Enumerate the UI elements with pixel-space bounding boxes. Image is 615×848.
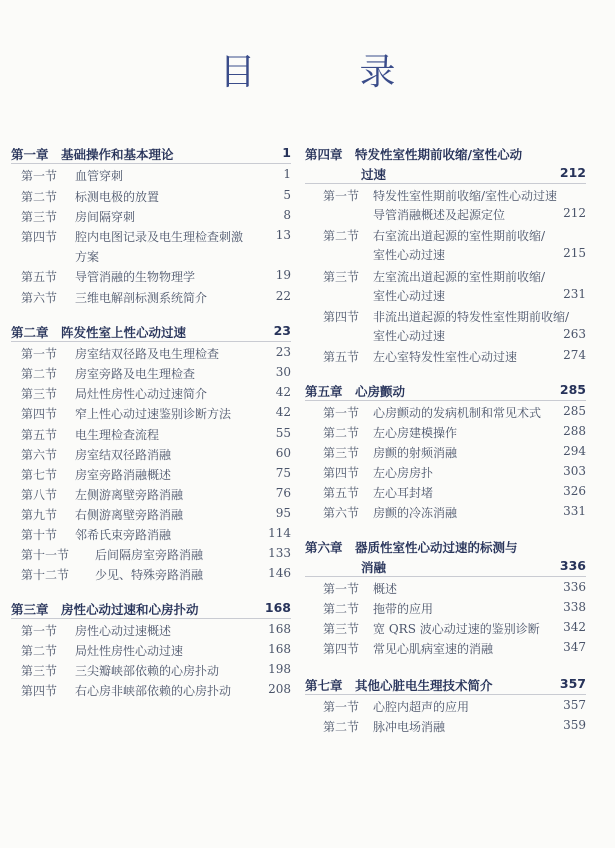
- section-number: 第四节: [323, 642, 360, 656]
- section-number: 第二节: [21, 644, 58, 658]
- section-page: 30: [275, 365, 291, 379]
- section-number: 第三节: [323, 622, 360, 636]
- section-number: 第五节: [21, 270, 58, 284]
- section-number: 第二节: [323, 602, 360, 616]
- section-page: 212: [563, 206, 586, 220]
- section-title: 局灶性房性心动过速简介: [75, 387, 208, 401]
- chapter-page: 23: [273, 323, 291, 338]
- section-page: 331: [563, 504, 586, 518]
- section-title: 邻希氏束旁路消融: [75, 528, 172, 542]
- section-number: 第一节: [21, 347, 58, 361]
- section-number: 第十二节: [21, 568, 70, 582]
- section-title-continued: 方案: [75, 250, 100, 264]
- section-number: 第一节: [21, 169, 58, 183]
- section-title: 窄上性心动过速鉴别诊断方法: [75, 407, 232, 421]
- section-page: 347: [563, 640, 586, 654]
- section-title: 左侧游离壁旁路消融: [75, 488, 184, 502]
- section-number: 第一节: [21, 624, 58, 638]
- chapter-title: 第二章 阵发性室上性心动过速: [11, 325, 187, 340]
- section-page: 285: [563, 404, 586, 418]
- section-page: 19: [275, 268, 291, 282]
- chapter-page: 1: [282, 145, 291, 160]
- section-title: 房室旁路及电生理检查: [75, 367, 196, 381]
- section-title: 房颤的射频消融: [373, 446, 458, 460]
- section-number: 第四节: [21, 230, 58, 244]
- section-title: 标测电极的放置: [75, 190, 160, 204]
- section-title: 非流出道起源的特发性室性期前收缩/: [373, 310, 570, 324]
- section-page: 42: [275, 385, 291, 399]
- section-title-continued: 室性心动过速: [373, 329, 446, 343]
- section-number: 第一节: [323, 189, 360, 203]
- section-page: 294: [563, 444, 586, 458]
- section-number: 第二节: [21, 367, 58, 381]
- section-page: 22: [275, 289, 291, 303]
- section-number: 第二节: [323, 229, 360, 243]
- section-title: 血管穿刺: [75, 169, 124, 183]
- section-page: 357: [563, 698, 586, 712]
- section-number: 第三节: [21, 210, 58, 224]
- section-title: 右心房非峡部依赖的心房扑动: [75, 684, 232, 698]
- chapter-page: 212: [559, 165, 586, 180]
- chapter-page: 357: [559, 676, 586, 691]
- divider: [305, 400, 586, 401]
- section-number: 第四节: [21, 407, 58, 421]
- section-page: 8: [283, 208, 291, 222]
- section-title: 导管消融的生物物理学: [75, 270, 196, 284]
- section-number: 第二节: [323, 426, 360, 440]
- section-page: 198: [268, 662, 291, 676]
- chapter-title: 第三章 房性心动过速和心房扑动: [11, 602, 199, 617]
- section-title: 宽 QRS 波心动过速的鉴别诊断: [373, 622, 540, 636]
- section-page: 326: [563, 484, 586, 498]
- divider: [305, 694, 586, 695]
- divider: [305, 183, 586, 184]
- chapter-title: 第六章 器质性室性心动过速的标测与: [305, 540, 518, 555]
- section-number: 第五节: [323, 350, 360, 364]
- section-page: 342: [563, 620, 586, 634]
- section-page: 1: [283, 167, 291, 181]
- chapter-title-continued: 过速: [361, 167, 387, 182]
- section-title: 房室结双径路及电生理检查: [75, 347, 220, 361]
- section-page: 231: [563, 287, 586, 301]
- section-page: 133: [268, 546, 291, 560]
- section-title: 左心房建模操作: [373, 426, 458, 440]
- section-title-continued: 室性心动过速: [373, 248, 446, 262]
- divider: [305, 576, 586, 577]
- section-title: 概述: [373, 582, 398, 596]
- section-title: 右侧游离壁旁路消融: [75, 508, 184, 522]
- section-title: 拖带的应用: [373, 602, 434, 616]
- section-number: 第一节: [323, 406, 360, 420]
- chapter-page: 168: [264, 600, 291, 615]
- chapter-title: 第七章 其他心脏电生理技术简介: [305, 678, 493, 693]
- section-number: 第八节: [21, 488, 58, 502]
- section-number: 第三节: [323, 446, 360, 460]
- section-number: 第五节: [21, 428, 58, 442]
- section-title: 腔内电图记录及电生理检查刺激: [75, 230, 244, 244]
- section-page: 168: [268, 622, 291, 636]
- section-number: 第十节: [21, 528, 58, 542]
- section-number: 第二节: [21, 190, 58, 204]
- section-title: 房室旁路消融概述: [75, 468, 172, 482]
- section-title: 局灶性房性心动过速: [75, 644, 184, 658]
- chapter-page: 336: [559, 558, 586, 573]
- section-title: 三维电解剖标测系统简介: [75, 291, 208, 305]
- section-title: 左心耳封堵: [373, 486, 434, 500]
- chapter-title: 第四章 特发性室性期前收缩/室性心动: [305, 147, 523, 162]
- section-title: 左心室特发性室性心动过速: [373, 350, 518, 364]
- section-number: 第九节: [21, 508, 58, 522]
- section-page: 55: [275, 426, 291, 440]
- section-page: 263: [563, 327, 586, 341]
- section-page: 336: [563, 580, 586, 594]
- section-title: 后间隔房室旁路消融: [95, 548, 204, 562]
- section-title: 房间隔穿刺: [75, 210, 136, 224]
- section-number: 第七节: [21, 468, 58, 482]
- section-number: 第三节: [21, 664, 58, 678]
- section-title: 特发性室性期前收缩/室性心动过速: [373, 189, 558, 203]
- section-page: 359: [563, 718, 586, 732]
- section-page: 274: [563, 348, 586, 362]
- chapter-title: 第一章 基础操作和基本理论: [11, 147, 174, 162]
- section-title: 左心房房扑: [373, 466, 434, 480]
- section-title: 常见心肌病室速的消融: [373, 642, 494, 656]
- section-number: 第四节: [323, 310, 360, 324]
- section-number: 第一节: [323, 700, 360, 714]
- section-title: 电生理检查流程: [75, 428, 160, 442]
- section-title: 心腔内超声的应用: [373, 700, 470, 714]
- section-page: 208: [268, 682, 291, 696]
- section-page: 288: [563, 424, 586, 438]
- section-number: 第五节: [323, 486, 360, 500]
- section-number: 第二节: [323, 720, 360, 734]
- section-page: 215: [563, 246, 586, 260]
- section-title: 左室流出道起源的室性期前收缩/: [373, 270, 546, 284]
- section-number: 第三节: [21, 387, 58, 401]
- divider: [11, 163, 291, 164]
- page-title: 目 录: [219, 52, 430, 93]
- chapter-title: 第五章 心房颤动: [305, 384, 406, 399]
- section-page: 114: [268, 526, 291, 540]
- section-page: 23: [275, 345, 291, 359]
- section-page: 60: [275, 446, 291, 460]
- section-page: 338: [563, 600, 586, 614]
- section-number: 第四节: [323, 466, 360, 480]
- section-number: 第三节: [323, 270, 360, 284]
- section-number: 第一节: [323, 582, 360, 596]
- section-title-continued: 室性心动过速: [373, 289, 446, 303]
- section-title-continued: 导管消融概述及起源定位: [373, 208, 506, 222]
- section-page: 146: [268, 566, 291, 580]
- divider: [11, 341, 291, 342]
- section-page: 42: [275, 405, 291, 419]
- section-title: 房性心动过速概述: [75, 624, 172, 638]
- section-page: 168: [268, 642, 291, 656]
- section-number: 第四节: [21, 684, 58, 698]
- section-page: 95: [275, 506, 291, 520]
- section-page: 13: [275, 228, 291, 242]
- section-number: 第六节: [21, 448, 58, 462]
- section-title: 右室流出道起源的室性期前收缩/: [373, 229, 546, 243]
- section-title: 心房颤动的发病机制和常见术式: [373, 406, 542, 420]
- section-number: 第六节: [323, 506, 360, 520]
- divider: [11, 618, 291, 619]
- section-title: 房室结双径路消融: [75, 448, 172, 462]
- section-title: 房颤的冷冻消融: [373, 506, 458, 520]
- section-title: 脉冲电场消融: [373, 720, 446, 734]
- section-page: 75: [275, 466, 291, 480]
- chapter-title-continued: 消融: [361, 560, 387, 575]
- section-title: 三尖瓣峡部依赖的心房扑动: [75, 664, 220, 678]
- section-page: 76: [275, 486, 291, 500]
- section-title: 少见、特殊旁路消融: [95, 568, 204, 582]
- section-number: 第六节: [21, 291, 58, 305]
- section-page: 303: [563, 464, 586, 478]
- chapter-page: 285: [559, 382, 586, 397]
- section-number: 第十一节: [21, 548, 70, 562]
- section-page: 5: [283, 188, 291, 202]
